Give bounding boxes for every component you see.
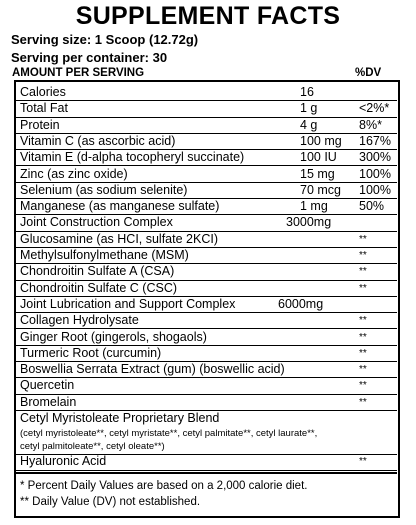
nutrient-dv: **	[359, 347, 367, 359]
nutrient-dv: **	[359, 456, 367, 468]
footnote-divider	[16, 472, 397, 474]
nutrient-dv: **	[359, 331, 367, 343]
nutrient-name: Manganese (as manganese sulfate)	[20, 199, 220, 214]
blend-components-line1: (cetyl myristoleate**, cetyl myristate**, cetyl palmitate**, cetyl laurate**,	[20, 428, 318, 440]
nutrient-dv: 100%	[359, 166, 391, 181]
table-row	[16, 378, 397, 394]
serving-size: Serving size: 1 Scoop (12.72g)	[11, 32, 199, 47]
nutrient-dv: **	[359, 250, 367, 261]
nutrient-name: Vitamin E (d-alpha tocopheryl succinate)	[20, 150, 245, 165]
nutrient-dv: **	[359, 233, 367, 245]
nutrient-dv: **	[359, 364, 367, 376]
nutrient-name: Total Fat	[20, 101, 68, 116]
nutrient-amount: 4 g	[300, 117, 318, 132]
dv-header: %DV	[355, 67, 382, 79]
nutrient-name: Calories	[20, 85, 66, 99]
footnote-dv-not-established: ** Daily Value (DV) not established.	[20, 496, 201, 509]
table-row	[16, 134, 397, 150]
nutrient-amount: 1 g	[300, 101, 318, 116]
nutrient-dv: **	[359, 396, 367, 408]
nutrient-name: Cetyl Myristoleate Proprietary Blend	[20, 411, 220, 425]
nutrient-name: Protein	[20, 117, 60, 132]
table-row	[16, 454, 397, 470]
nutrient-name: Hyaluronic Acid	[20, 454, 107, 469]
blend-components-line2: cetyl palmitoleate**, cetyl oleate**)	[20, 441, 165, 453]
table-row	[16, 264, 397, 280]
nutrient-name: Chondroitin Sulfate C (CSC)	[20, 280, 178, 295]
nutrient-amount: 70 mcg	[300, 182, 341, 197]
nutrient-name: Collagen Hydrolysate	[20, 313, 139, 328]
table-row	[16, 362, 397, 378]
nutrient-name: Methylsulfonylmethane (MSM)	[20, 248, 189, 262]
nutrient-dv: **	[359, 380, 367, 392]
table-row	[16, 297, 397, 313]
nutrient-dv: **	[359, 282, 367, 294]
table-row	[16, 313, 397, 329]
nutrient-amount: 100 IU	[300, 150, 337, 165]
table-row	[16, 101, 397, 117]
nutrient-name: Zinc (as zinc oxide)	[20, 166, 128, 181]
table-row	[16, 150, 397, 166]
table-row	[16, 346, 397, 362]
facts-table	[14, 80, 400, 518]
table-row	[16, 248, 397, 264]
nutrient-name: Joint Lubrication and Support Complex	[20, 296, 236, 311]
nutrient-name: Boswellia Serrata Extract (gum) (boswellic acid)	[20, 362, 285, 377]
nutrient-dv: 50%	[359, 199, 385, 214]
nutrient-amount: 100 mg	[300, 133, 342, 148]
amount-per-serving-header: AMOUNT PER SERVING	[12, 67, 145, 79]
nutrient-dv: 100%	[359, 182, 391, 197]
table-row	[16, 281, 397, 297]
table-row	[16, 85, 397, 101]
supplement-facts-title: SUPPLEMENT FACTS	[75, 2, 341, 30]
nutrient-name: Vitamin C (as ascorbic acid)	[20, 133, 176, 148]
nutrient-amount: 16	[300, 85, 314, 99]
nutrient-dv: 300%	[359, 150, 391, 165]
table-row	[16, 395, 397, 411]
footnote-dv-basis: * Percent Daily Values are based on a 2,000 calorie diet.	[20, 480, 308, 493]
nutrient-dv: **	[359, 315, 367, 327]
table-row	[16, 199, 397, 215]
nutrient-name: Selenium (as sodium selenite)	[20, 182, 188, 197]
nutrient-name: Quercetin	[20, 378, 75, 393]
nutrient-amount: 3000mg	[286, 215, 332, 230]
nutrient-name: Turmeric Root (curcumin)	[20, 345, 162, 360]
nutrient-name: Chondroitin Sulfate A (CSA)	[20, 264, 175, 279]
table-row	[16, 330, 397, 346]
nutrient-name: Ginger Root (gingerols, shogaols)	[20, 329, 207, 344]
nutrient-name: Bromelain	[20, 394, 77, 409]
table-row	[16, 183, 397, 199]
table-row	[16, 411, 397, 427]
nutrient-dv: 8%*	[359, 117, 382, 132]
nutrient-amount: 6000mg	[278, 296, 324, 311]
nutrient-amount: 1 mg	[300, 199, 328, 214]
servings-per-container: Serving per container: 30	[11, 50, 168, 65]
nutrient-name: Glucosamine (as HCI, sulfate 2KCI)	[20, 231, 218, 246]
table-row	[16, 232, 397, 248]
nutrient-dv: <2%*	[359, 101, 390, 116]
nutrient-dv: 167%	[359, 133, 391, 148]
table-row	[16, 215, 397, 231]
table-row	[16, 118, 397, 134]
nutrient-amount: 15 mg	[300, 166, 335, 181]
nutrient-dv: **	[359, 266, 367, 278]
nutrient-name: Joint Construction Complex	[20, 215, 173, 230]
table-row	[16, 167, 397, 183]
